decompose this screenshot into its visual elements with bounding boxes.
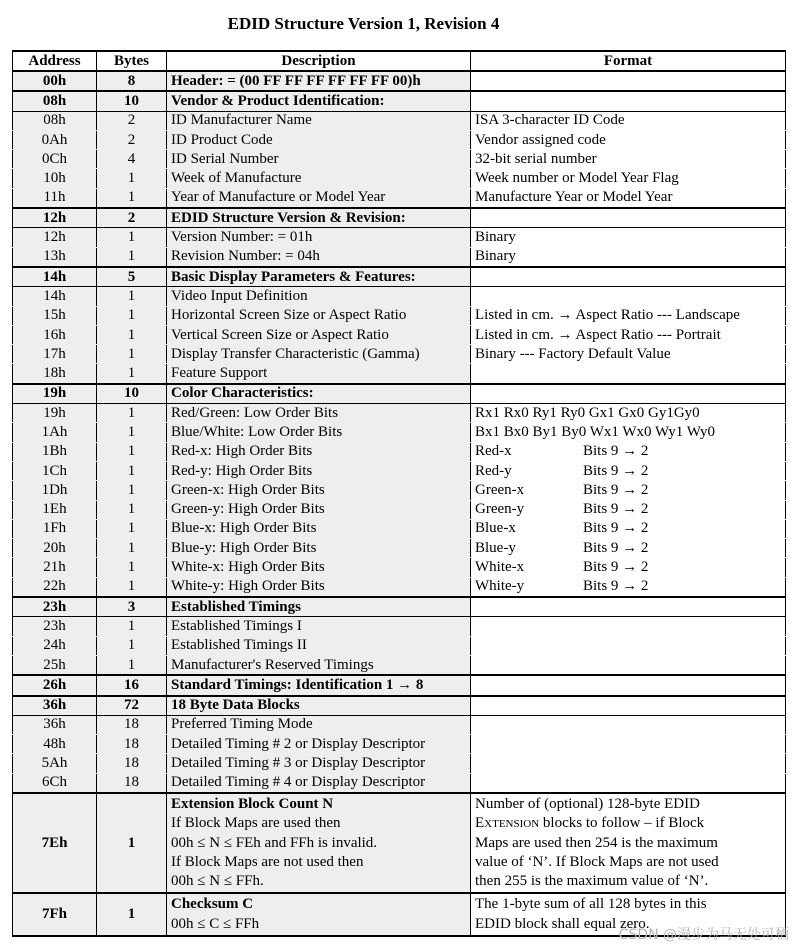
- format-cell: [471, 500, 786, 519]
- description-line: If Block Maps are not used then: [171, 853, 364, 870]
- bytes-cell: 18: [97, 754, 167, 773]
- table-row: [13, 461, 786, 480]
- format-channel: Red-y: [475, 462, 512, 479]
- description-line: 00h ≤ N ≤ FFh.: [171, 873, 264, 890]
- description-cell: Vendor & Product Identification:: [167, 91, 471, 111]
- format-bits: Bits 9 → 2: [583, 520, 649, 537]
- bytes-cell: 4: [97, 150, 167, 169]
- address-cell: 17h: [13, 345, 97, 364]
- description-cell: White-y: High Order Bits: [167, 577, 471, 597]
- format-cell: [471, 754, 786, 773]
- section-row: [13, 597, 786, 617]
- address-cell: 14h: [13, 287, 97, 306]
- description-cell: Version Number: = 01h: [167, 228, 471, 247]
- format-line: Number of (optional) 128-byte EDID: [475, 795, 700, 812]
- description-cell: Feature Support: [167, 364, 471, 384]
- format-cell: Rx1 Rx0 Ry1 Ry0 Gx1 Gx0 Gy1Gy0: [471, 404, 786, 423]
- description-cell: [167, 893, 471, 936]
- description-cell: Week of Manufacture: [167, 169, 471, 188]
- table-row: [13, 287, 786, 306]
- bytes-cell: 18: [97, 715, 167, 734]
- bytes-cell: 18: [97, 773, 167, 793]
- address-cell: 26h: [13, 675, 97, 695]
- format-bits: Bits 9 → 2: [583, 443, 649, 460]
- bytes-cell: 8: [97, 71, 167, 91]
- format-cell: [471, 208, 786, 228]
- bytes-cell: 2: [97, 208, 167, 228]
- format-bits: Bits 9 → 2: [583, 501, 649, 518]
- bytes-cell: 3: [97, 597, 167, 617]
- bytes-cell: 1: [97, 306, 167, 325]
- bytes-cell: 72: [97, 696, 167, 716]
- address-cell: 18h: [13, 364, 97, 384]
- format-cell: [471, 617, 786, 636]
- bytes-cell: 1: [97, 228, 167, 247]
- description-cell: Vertical Screen Size or Aspect Ratio: [167, 325, 471, 344]
- description-line: 00h ≤ C ≤ FFh: [171, 915, 260, 932]
- table-row: [13, 364, 786, 384]
- address-cell: 21h: [13, 558, 97, 577]
- format-bits: Bits 9 → 2: [583, 578, 649, 595]
- format-cell: Binary: [471, 247, 786, 267]
- bytes-cell: 2: [97, 130, 167, 149]
- bytes-cell: 1: [97, 577, 167, 597]
- address-cell: 19h: [13, 384, 97, 404]
- description-cell: Header: = (00 FF FF FF FF FF FF 00)h: [167, 71, 471, 91]
- bytes-cell: 1: [97, 539, 167, 558]
- header-address: Address: [13, 51, 97, 71]
- description-cell: Established Timings I: [167, 617, 471, 636]
- format-cell: [471, 696, 786, 716]
- section-row: [13, 696, 786, 716]
- address-cell: 0Ah: [13, 130, 97, 149]
- bytes-cell: 1: [97, 636, 167, 655]
- header-description: Description: [167, 51, 471, 71]
- format-cell: [471, 287, 786, 306]
- format-cell: [471, 481, 786, 500]
- format-cell: [471, 442, 786, 461]
- description-cell: Basic Display Parameters & Features:: [167, 267, 471, 287]
- format-cell: Bx1 Bx0 By1 By0 Wx1 Wx0 Wy1 Wy0: [471, 423, 786, 442]
- address-cell: 1Ah: [13, 423, 97, 442]
- description-cell: EDID Structure Version & Revision:: [167, 208, 471, 228]
- format-smallcaps-word: Extension: [475, 815, 540, 832]
- description-cell: Video Input Definition: [167, 287, 471, 306]
- table-row: [13, 617, 786, 636]
- description-cell: Green-x: High Order Bits: [167, 481, 471, 500]
- description-cell: Established Timings: [167, 597, 471, 617]
- description-cell: White-x: High Order Bits: [167, 558, 471, 577]
- format-cell: [471, 577, 786, 597]
- table-row: [13, 735, 786, 754]
- table-row: [13, 442, 786, 461]
- description-cell: Manufacturer's Reserved Timings: [167, 655, 471, 675]
- address-cell: 08h: [13, 91, 97, 111]
- format-cell: Listed in cm. → Aspect Ratio --- Portrait: [471, 325, 786, 344]
- address-cell: 12h: [13, 208, 97, 228]
- bytes-cell: 1: [97, 364, 167, 384]
- bytes-cell: 1: [97, 325, 167, 344]
- format-cell: Vendor assigned code: [471, 130, 786, 149]
- bytes-cell: 1: [97, 461, 167, 480]
- format-channel: White-x: [475, 559, 525, 576]
- description-cell: Standard Timings: Identification 1 → 8: [167, 675, 471, 695]
- table-row: [13, 188, 786, 208]
- bytes-cell: 16: [97, 675, 167, 695]
- address-cell: 5Ah: [13, 754, 97, 773]
- description-cell: Preferred Timing Mode: [167, 715, 471, 734]
- bytes-cell: 10: [97, 91, 167, 111]
- format-cell: [471, 597, 786, 617]
- bytes-cell: 1: [97, 500, 167, 519]
- bytes-cell: 10: [97, 384, 167, 404]
- description-cell: Color Characteristics:: [167, 384, 471, 404]
- format-cell: [471, 519, 786, 538]
- section-row: [13, 267, 786, 287]
- description-cell: Green-y: High Order Bits: [167, 500, 471, 519]
- bytes-cell: 1: [97, 287, 167, 306]
- address-cell: 25h: [13, 655, 97, 675]
- description-cell: Blue-y: High Order Bits: [167, 539, 471, 558]
- format-cell: [471, 636, 786, 655]
- description-cell: ID Manufacturer Name: [167, 111, 471, 130]
- description-cell: ID Serial Number: [167, 150, 471, 169]
- format-channel: Red-x: [475, 443, 512, 460]
- format-cell: [471, 539, 786, 558]
- bytes-cell: 1: [97, 655, 167, 675]
- address-cell: 0Ch: [13, 150, 97, 169]
- format-cell: [471, 558, 786, 577]
- format-bits: Bits 9 → 2: [583, 539, 649, 556]
- address-cell: 48h: [13, 735, 97, 754]
- address-cell: 10h: [13, 169, 97, 188]
- address-cell: 08h: [13, 111, 97, 130]
- section-row: [13, 71, 786, 91]
- table-row: [13, 773, 786, 793]
- table-row: [13, 519, 786, 538]
- bytes-cell: 1: [97, 404, 167, 423]
- table-row: [13, 754, 786, 773]
- extension-block-row: [13, 793, 786, 893]
- format-line: value of ‘N’. If Block Maps are not used: [475, 853, 719, 870]
- bytes-cell: 1: [97, 442, 167, 461]
- format-line: EDID block shall equal zero.: [475, 915, 650, 932]
- table-row: [13, 636, 786, 655]
- section-row: [13, 91, 786, 111]
- section-row: [13, 208, 786, 228]
- address-cell: 22h: [13, 577, 97, 597]
- table-header-row: [13, 51, 786, 71]
- bytes-cell: 2: [97, 111, 167, 130]
- bytes-cell: 1: [97, 519, 167, 538]
- bytes-cell: 1: [97, 558, 167, 577]
- address-cell: 7Fh: [13, 893, 97, 936]
- description-cell: Year of Manufacture or Model Year: [167, 188, 471, 208]
- address-cell: 6Ch: [13, 773, 97, 793]
- format-cell: [471, 364, 786, 384]
- table-row: [13, 306, 786, 325]
- table-row: [13, 404, 786, 423]
- address-cell: 14h: [13, 267, 97, 287]
- format-line: The 1-byte sum of all 128 bytes in this: [475, 896, 707, 913]
- address-cell: 20h: [13, 539, 97, 558]
- format-cell: ISA 3-character ID Code: [471, 111, 786, 130]
- format-cell: Listed in cm. → Aspect Ratio --- Landscape: [471, 306, 786, 325]
- address-cell: 23h: [13, 597, 97, 617]
- bytes-cell: 1: [97, 617, 167, 636]
- format-line: [475, 814, 781, 833]
- table-row: [13, 228, 786, 247]
- address-cell: 1Fh: [13, 519, 97, 538]
- format-channel: White-y: [475, 578, 525, 595]
- description-cell: Revision Number: = 04h: [167, 247, 471, 267]
- format-channel: Green-x: [475, 481, 525, 498]
- table-row: [13, 715, 786, 734]
- description-cell: Established Timings II: [167, 636, 471, 655]
- address-cell: 15h: [13, 306, 97, 325]
- description-title: Extension Block Count N: [171, 795, 334, 812]
- bytes-cell: 5: [97, 267, 167, 287]
- address-cell: 13h: [13, 247, 97, 267]
- format-bits: Bits 9 → 2: [583, 481, 649, 498]
- format-channel: Blue-y: [475, 539, 516, 556]
- format-cell: [471, 384, 786, 404]
- format-cell: Week number or Model Year Flag: [471, 169, 786, 188]
- address-cell: 7Eh: [13, 793, 97, 893]
- bytes-cell: 1: [97, 481, 167, 500]
- format-cell: Manufacture Year or Model Year: [471, 188, 786, 208]
- format-cell: Binary --- Factory Default Value: [471, 345, 786, 364]
- format-bits: Bits 9 → 2: [583, 559, 649, 576]
- description-cell: Horizontal Screen Size or Aspect Ratio: [167, 306, 471, 325]
- table-row: [13, 500, 786, 519]
- header-bytes: Bytes: [97, 51, 167, 71]
- address-cell: 24h: [13, 636, 97, 655]
- format-line-rest: blocks to follow – if Block: [539, 815, 705, 832]
- format-channel: Blue-x: [475, 520, 516, 537]
- table-row: [13, 481, 786, 500]
- header-format: Format: [471, 51, 786, 71]
- table-row: [13, 577, 786, 597]
- description-title: Checksum C: [171, 896, 254, 913]
- table-row: [13, 150, 786, 169]
- description-cell: ID Product Code: [167, 130, 471, 149]
- description-line: 00h ≤ N ≤ FEh and FFh is invalid.: [171, 834, 378, 851]
- table-body: [13, 71, 786, 936]
- description-cell: Detailed Timing # 4 or Display Descriptor: [167, 773, 471, 793]
- bytes-cell: 1: [97, 793, 167, 893]
- table-row: [13, 423, 786, 442]
- address-cell: 1Dh: [13, 481, 97, 500]
- page-title: EDID Structure Version 1, Revision 4: [227, 14, 500, 33]
- description-cell: Red/Green: Low Order Bits: [167, 404, 471, 423]
- description-cell: Red-x: High Order Bits: [167, 442, 471, 461]
- section-row: [13, 384, 786, 404]
- watermark: CSDN @漫步为马无处可栖: [618, 927, 789, 943]
- bytes-cell: 1: [97, 247, 167, 267]
- format-bits: Bits 9 → 2: [583, 462, 649, 479]
- bytes-cell: 1: [97, 893, 167, 936]
- address-cell: 1Eh: [13, 500, 97, 519]
- address-cell: 12h: [13, 228, 97, 247]
- table-row: [13, 558, 786, 577]
- section-row: [13, 675, 786, 695]
- format-cell: [471, 655, 786, 675]
- table-row: [13, 539, 786, 558]
- format-cell: [471, 735, 786, 754]
- bytes-cell: 1: [97, 345, 167, 364]
- bytes-cell: 18: [97, 735, 167, 754]
- address-cell: 00h: [13, 71, 97, 91]
- format-cell: [471, 675, 786, 695]
- format-cell: [471, 773, 786, 793]
- address-cell: 1Bh: [13, 442, 97, 461]
- description-cell: Detailed Timing # 3 or Display Descriptor: [167, 754, 471, 773]
- address-cell: 11h: [13, 188, 97, 208]
- format-cell: [471, 793, 786, 893]
- table-row: [13, 130, 786, 149]
- description-cell: Blue/White: Low Order Bits: [167, 423, 471, 442]
- table-row: [13, 325, 786, 344]
- description-line: If Block Maps are used then: [171, 815, 341, 832]
- format-line: Maps are used then 254 is the maximum: [475, 834, 718, 851]
- format-line: then 255 is the maximum value of ‘N’.: [475, 873, 709, 890]
- description-cell: [167, 793, 471, 893]
- format-cell: [471, 267, 786, 287]
- bytes-cell: 1: [97, 188, 167, 208]
- description-cell: Red-y: High Order Bits: [167, 461, 471, 480]
- format-cell: [471, 71, 786, 91]
- description-cell: 18 Byte Data Blocks: [167, 696, 471, 716]
- format-cell: [471, 715, 786, 734]
- address-cell: 19h: [13, 404, 97, 423]
- format-cell: 32-bit serial number: [471, 150, 786, 169]
- bytes-cell: 1: [97, 423, 167, 442]
- table-row: [13, 247, 786, 267]
- edid-structure-table: [12, 50, 786, 937]
- table-row: [13, 655, 786, 675]
- address-cell: 16h: [13, 325, 97, 344]
- bytes-cell: 1: [97, 169, 167, 188]
- description-cell: Blue-x: High Order Bits: [167, 519, 471, 538]
- table-row: [13, 111, 786, 130]
- format-cell: [471, 461, 786, 480]
- format-channel: Green-y: [475, 501, 525, 518]
- format-cell: [471, 91, 786, 111]
- format-cell: Binary: [471, 228, 786, 247]
- address-cell: 36h: [13, 696, 97, 716]
- table-row: [13, 345, 786, 364]
- description-cell: Display Transfer Characteristic (Gamma): [167, 345, 471, 364]
- description-cell: Detailed Timing # 2 or Display Descriptor: [167, 735, 471, 754]
- address-cell: 23h: [13, 617, 97, 636]
- address-cell: 1Ch: [13, 461, 97, 480]
- address-cell: 36h: [13, 715, 97, 734]
- table-row: [13, 169, 786, 188]
